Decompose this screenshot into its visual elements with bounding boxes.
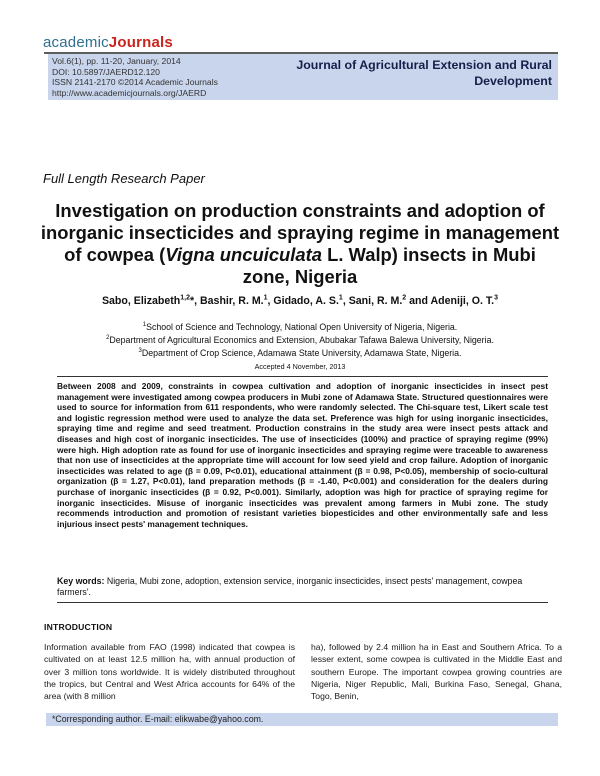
journal-meta	[52, 56, 218, 98]
affiliation-3: $^3$Department of Crop Science, Adamawa State University, Adamawa State, Nigeria.	[138, 348, 462, 359]
paper-title	[40, 200, 560, 288]
keywords	[57, 576, 548, 598]
author-2: Bashir, R. M.$^1$,	[200, 294, 274, 307]
corresponding-author: *Corresponding author. E-mail: elikwabe@yahoo.com.	[52, 714, 264, 724]
journal-title: Journal of Agricultural Extension and Rural Development	[296, 58, 552, 88]
meta-url[interactable]: http://www.academicjournals.org/JAERD	[52, 87, 207, 98]
title-species-name: Vigna uncuiculata	[165, 244, 322, 265]
author-4: Sani, R. M.$^2$ and	[348, 294, 431, 307]
affiliation-1: $^1$School of Science and Technology, National Open University of Nigeria, Nigeria.	[142, 321, 458, 332]
title-part-1: Investigation on production constraints and adoption of inorganic insecticides and spraying regime in management of cowpea (	[40, 200, 560, 265]
title-part-2: L. Walp) insects in Mubi zone, Nigeria	[242, 244, 536, 287]
meta-doi: DOI: 10.5897/JAERD12.120	[52, 66, 160, 77]
author-list	[40, 294, 560, 307]
abstract-text: Between 2008 and 2009, constraints in cowpea cultivation and adoption of inorganic insecticides in insect pest management were investigated among cowpea producers in Mubi zone of Adamawa State. Structured questionnaires were used to source for information from 611 respondents, who were randomly selected. The Chi-square test, Likert scale test and logistic regression method were used to analyze the data set. Preference was high for using inorganic insecticides, spraying time and regime and seed treatment. Production constrains in the study area were insect pests attack and diseases and high cost of inorganic insecticides. The use of insecticides (100%) and practice of spraying regime (99%) were high. High adoption rate as found for use of inorganic insecticides and spraying regime were traceable to awareness that non use of insecticides at the appropriate time will account for low seed yield and crop failure. Adoption of inorganic insecticides was related to age (β = 0.09, P<0.01), educational attainment (β = 0.98, P<0.05), membership of socio-cultural organization (β = 1.27, P<0.01), land preparation methods (β = -1.40, P<0.001) and consideration for the dealers during purchase of inorganic insecticides (β = 0.92, P<0.001). Similarly, adoption was high for practice of spraying regime for inorganic insecticides. Misuse of inorganic insecticides was prevalent among farmers in Mubi zone. The study recommends introduction and promotion of resistant varieties biopesticides and other environmentally safe and less injurious insect pests' management techniques.	[57, 381, 548, 529]
author-5: Adeniji, O. T.$^3$	[430, 294, 499, 307]
author-1: Sabo, Elizabeth$^{1,2}$*,	[101, 294, 201, 307]
logo-text-academic: academic	[43, 34, 109, 51]
section-heading-introduction: INTRODUCTION	[44, 622, 113, 632]
affiliation-2: $^2$Department of Agricultural Economics and Extension, Abubakar Tafawa Balewa University, Nigeria.	[106, 335, 494, 346]
keywords-label: Key words:	[57, 576, 105, 586]
intro-column-left: Information available from FAO (1998) indicated that cowpea is cultivated on at least 12.5 million ha, with annual production of over 3 million tons worldwide. It is widely distributed throughout the tropics, but Central and West Africa accounts for 64% of the area (with 8 million	[44, 642, 295, 702]
affiliations	[40, 320, 560, 359]
meta-volume: Vol.6(1), pp. 11-20, January, 2014	[52, 56, 181, 66]
intro-column-right: ha), followed by 2.4 million ha in East and Southern Africa. To a lesser extent, some cowpea is cultivated in the Middle East and southern Europe. The important cowpea growing countries are Nigeria, Niger Republic, Mali, Burkina Faso, Senegal, Ghana, Togo, Benin,	[311, 642, 562, 702]
paper-type: Full Length Research Paper	[43, 171, 205, 186]
abstract-top-rule	[57, 376, 548, 377]
keywords-rule	[57, 602, 548, 603]
logo-text-journals: Journals	[108, 34, 173, 51]
meta-issn: ISSN 2141-2170 ©2014 Academic Journals	[52, 77, 218, 88]
accepted-date: Accepted 4 November, 2013	[254, 362, 346, 371]
journal-logo	[43, 34, 173, 51]
keywords-text: Nigeria, Mubi zone, adoption, extension service, inorganic insecticides, insect pests' management, cowpea farmers'.	[57, 576, 523, 597]
author-3: Gidado, A. S.$^1$,	[273, 294, 349, 307]
